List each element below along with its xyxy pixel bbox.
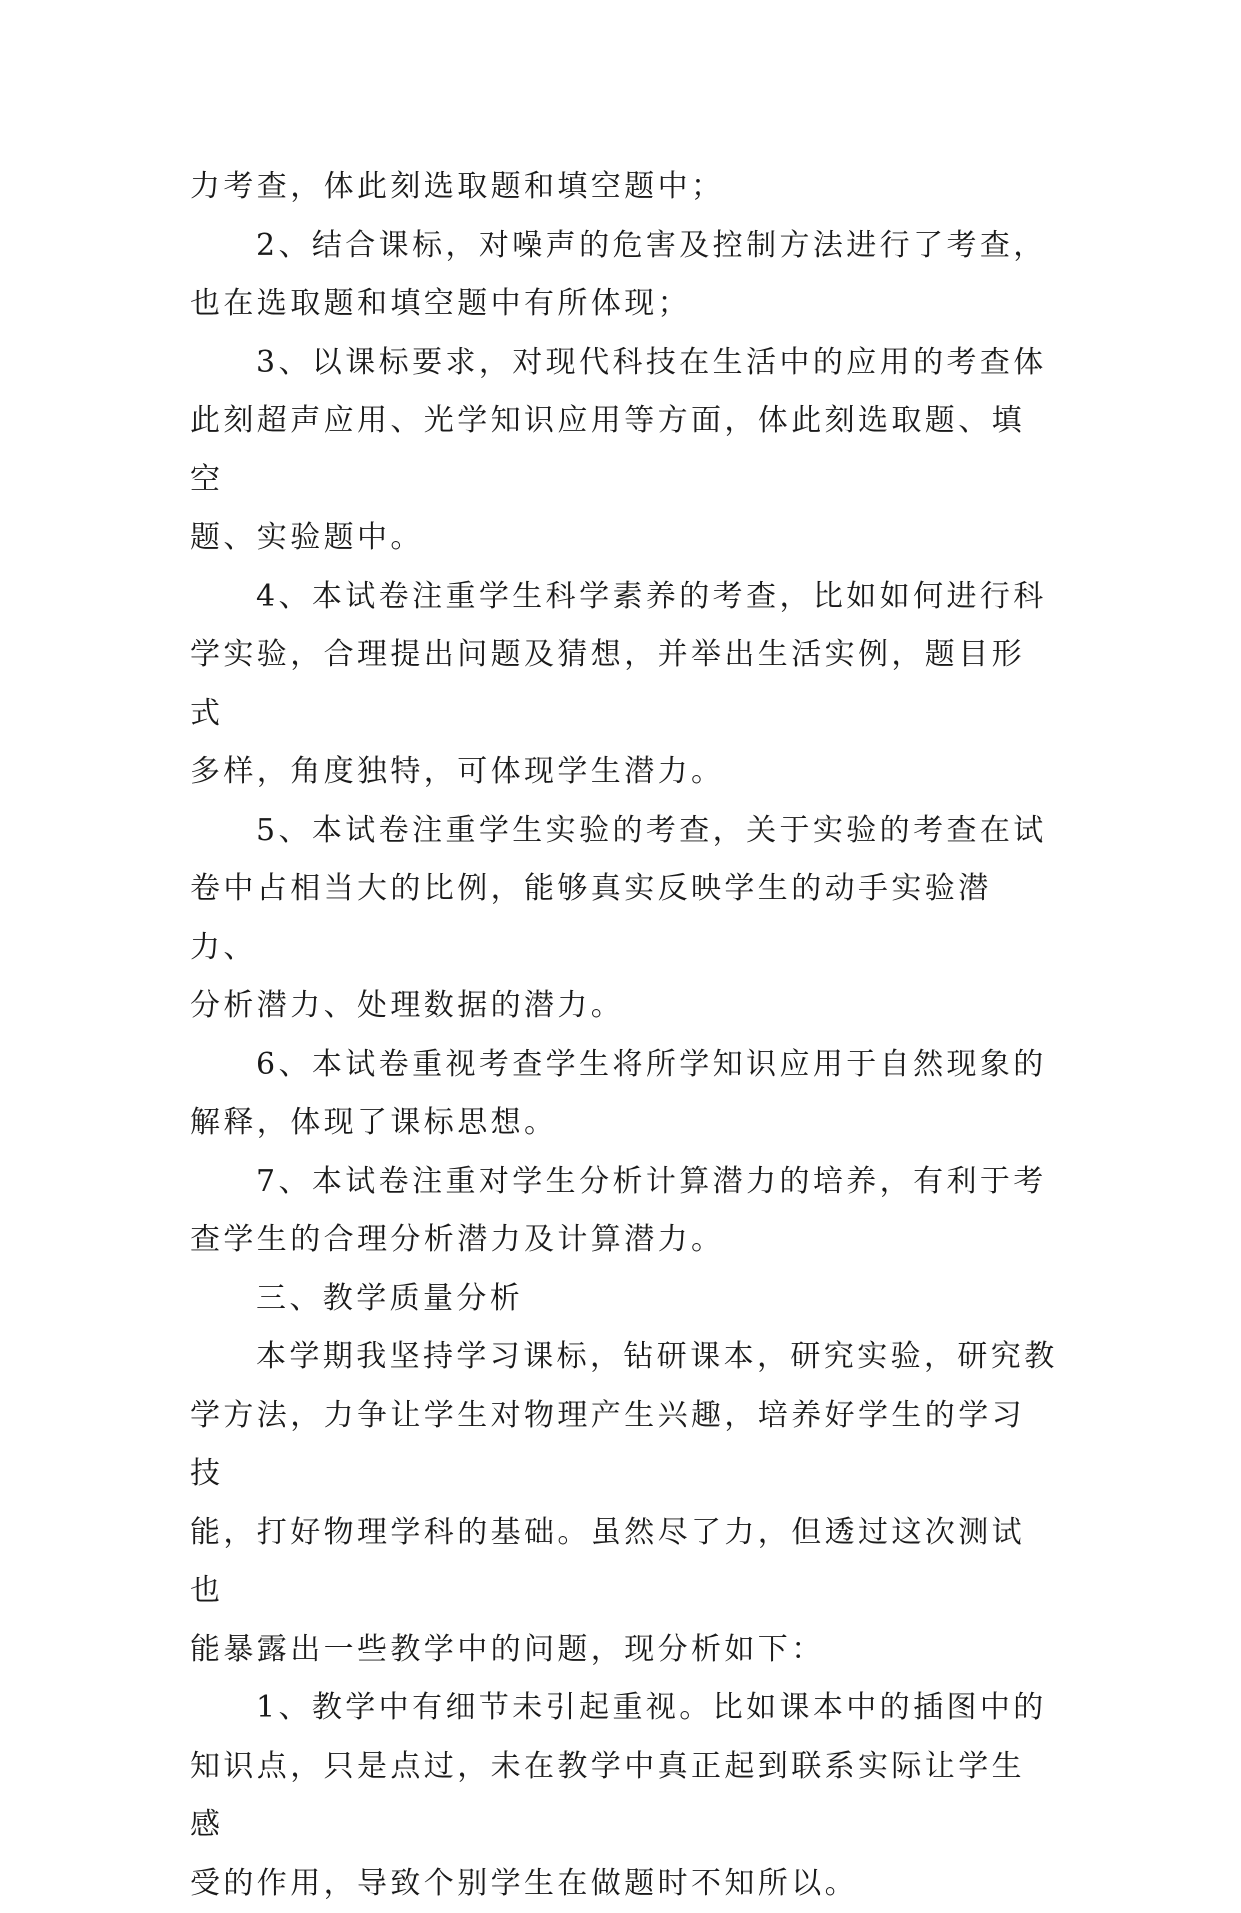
text-line: 能暴露出一些教学中的问题，现分析如下： <box>190 1621 1058 1680</box>
section-heading: 三、教学质量分析 <box>190 1270 1058 1329</box>
text-line: 题、实验题中。 <box>190 509 1058 568</box>
text-line: 多样，角度独特，可体现学生潜力。 <box>190 743 1058 802</box>
text-line: 5、本试卷注重学生实验的考查，关于实验的考查在试 <box>190 802 1058 861</box>
text-line: 6、本试卷重视考查学生将所学知识应用于自然现象的 <box>190 1036 1058 1095</box>
document-body <box>190 158 1058 1913</box>
text-line: 4、本试卷注重学生科学素养的考查，比如如何进行科 <box>190 568 1058 627</box>
text-line: 学实验，合理提出问题及猜想，并举出生活实例，题目形式 <box>190 626 1058 743</box>
text-line: 此刻超声应用、光学知识应用等方面，体此刻选取题、填空 <box>190 392 1058 509</box>
text-line: 能，打好物理学科的基础。虽然尽了力，但透过这次测试也 <box>190 1504 1058 1621</box>
text-line: 也在选取题和填空题中有所体现； <box>190 275 1058 334</box>
text-line: 本学期我坚持学习课标，钻研课本，研究实验，研究教 <box>190 1328 1058 1387</box>
text-line: 学方法，力争让学生对物理产生兴趣，培养好学生的学习技 <box>190 1387 1058 1504</box>
text-line: 1、教学中有细节未引起重视。比如课本中的插图中的 <box>190 1679 1058 1738</box>
text-line: 卷中占相当大的比例，能够真实反映学生的动手实验潜力、 <box>190 860 1058 977</box>
text-line: 查学生的合理分析潜力及计算潜力。 <box>190 1211 1058 1270</box>
text-line: 分析潜力、处理数据的潜力。 <box>190 977 1058 1036</box>
text-line: 2、结合课标，对噪声的危害及控制方法进行了考查， <box>190 217 1058 276</box>
text-line: 力考查，体此刻选取题和填空题中； <box>190 158 1058 217</box>
text-line: 7、本试卷注重对学生分析计算潜力的培养，有利于考 <box>190 1153 1058 1212</box>
text-line: 知识点，只是点过，未在教学中真正起到联系实际让学生感 <box>190 1738 1058 1855</box>
text-line: 3、以课标要求，对现代科技在生活中的应用的考查体 <box>190 334 1058 393</box>
text-line: 解释，体现了课标思想。 <box>190 1094 1058 1153</box>
text-line: 受的作用，导致个别学生在做题时不知所以。 <box>190 1855 1058 1913</box>
